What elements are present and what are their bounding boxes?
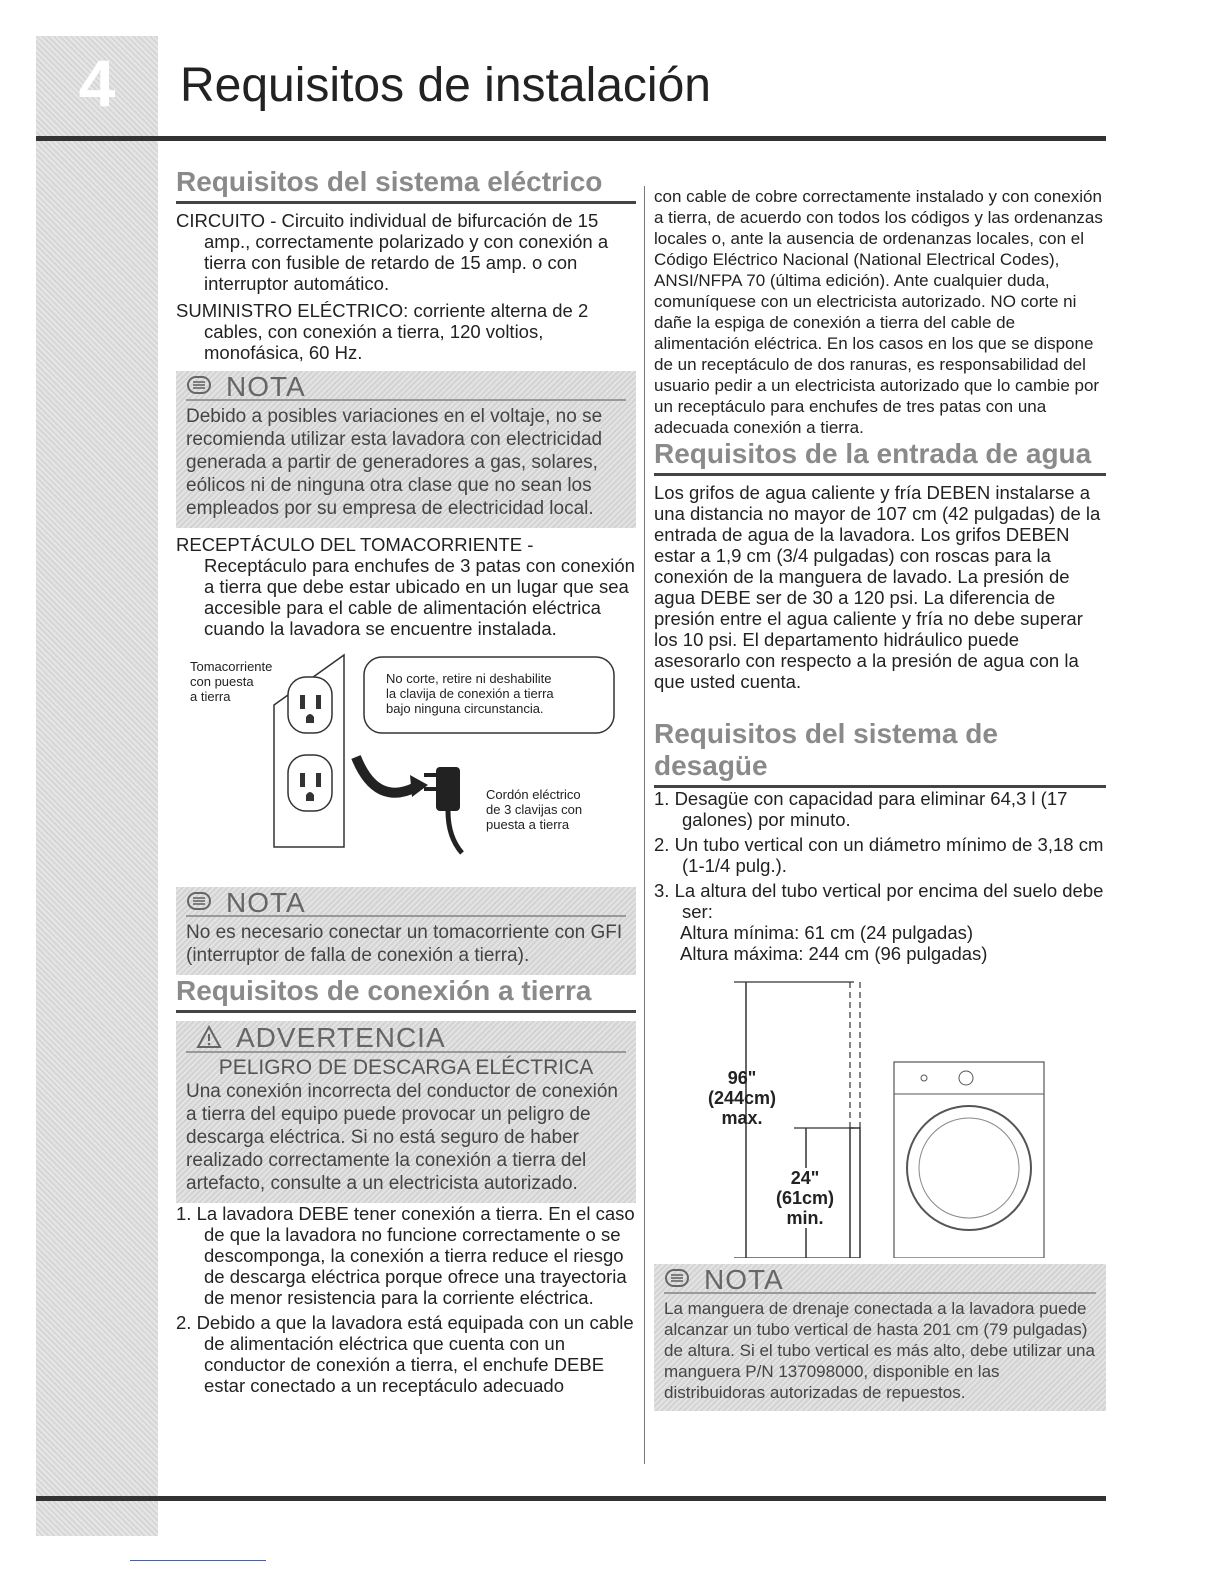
ground-requirements-heading: Requisitos de conexión a tierra [176, 975, 636, 1013]
ground-list [176, 1203, 636, 1396]
side-band [36, 36, 158, 1536]
note-icon [186, 375, 212, 397]
warning-label: ADVERTENCIA [236, 1021, 446, 1053]
note-icon [186, 891, 212, 913]
note-box-gfi [176, 887, 636, 975]
warning-subtitle: PELIGRO DE DESCARGA ELÉCTRICA [218, 1056, 594, 1079]
page-title: Requisitos de instalación [180, 59, 711, 112]
note-box-voltage [176, 371, 636, 528]
note-label: NOTA [226, 886, 306, 918]
chapter-number: 4 [78, 46, 116, 120]
outlet-label: Tomacorriente con puesta a tierra [190, 659, 273, 704]
column-divider [644, 186, 645, 1464]
warning-triangle-icon [196, 1025, 222, 1049]
list-item: 2. Un tubo vertical con un diámetro mínimo de 3,18 cm (1-1/4 pulg.). [654, 834, 1104, 876]
left-column [176, 166, 636, 1400]
standpipe-figure [654, 968, 1094, 1258]
outlet-figure [176, 647, 616, 877]
min-height-label: 24" (61cm) min. [776, 1168, 835, 1228]
note-text: No es necesario conectar un tomacorriente con GFI (interruptor de falla de conexión a tierra). [186, 922, 623, 966]
grounding-continued-paragraph: con cable de cobre correctamente instalado y con conexión a tierra, de acuerdo con todos los códigos y las ordenanzas locales o, ante la ausencia de ordenanzas locales, con el Código Eléctrico Nacional (National Electrical Codes), ANSI/NFPA 70 (última edición). Ante cualquier duda, comuníquese con un electricista autorizado. NO corte ni dañe la espiga de conexión a tierra del cable de alimentación eléctrica. En los casos en los que se dispone de un receptáculo de dos ranuras, es responsabilidad del usuario pedir a un electricista autorizado que lo cambie por un receptáculo para enchufes de tres patas con una adecuada conexión a tierra. [654, 187, 1103, 437]
electrical-requirements-heading: Requisitos del sistema eléctrico [176, 166, 636, 204]
top-rule [36, 136, 1106, 141]
note-box-drain-hose [654, 1264, 1106, 1411]
plug-warning-callout: No corte, retire ni deshabilite la clavija de conexión a tierra bajo ninguna circunstancia. [386, 671, 554, 716]
warning-box [176, 1021, 636, 1203]
list-item: 1. La lavadora DEBE tener conexión a tierra. En el caso de que la lavadora no funcione correctamente o se descomponga, la conexión a tierra reduce el riesgo de descarga eléctrica porque ofrece una trayectoria de menor resistencia para la corriente eléctrica. [176, 1203, 635, 1308]
list-item: 3. La altura del tubo vertical por encima del suelo debe ser: [654, 880, 1104, 922]
water-inlet-heading: Requisitos de la entrada de agua [654, 438, 1106, 476]
water-inlet-paragraph: Los grifos de agua caliente y fría DEBEN instalarse a una distancia no mayor de 107 cm (42 pulgadas) de la entrada de agua de la lavadora. Los grifos DEBEN estar a 1,9 cm (3/4 pulgadas) con roscas para la conexión de la manguera de lavado. La presión de agua DEBE ser de 30 a 120 psi. La diferencia de presión entre el agua caliente y fría no debe superar los 10 psi. El departamento hidráulico puede asesorarlo con respecto a la presión de agua con la que usted cuenta. [654, 482, 1101, 692]
drain-requirements-heading: Requisitos del sistema de desagüe [654, 718, 1106, 788]
note-label: NOTA [704, 1263, 784, 1295]
height-min: Altura mínima: 61 cm (24 pulgadas) [680, 922, 974, 943]
note-text: La manguera de drenaje conectada a la lavadora puede alcanzar un tubo vertical de hasta 201 cm (79 pulgadas) de altura. Si el tubo vertical es más alto, debe utilizar una manguera P/N 137098000, disponible en las distribuidoras autorizadas de repuestos. [664, 1299, 1095, 1402]
note-label: NOTA [226, 370, 306, 402]
bottom-rule [36, 1496, 1106, 1501]
note-icon [664, 1268, 690, 1290]
height-max: Altura máxima: 244 cm (96 pulgadas) [680, 943, 988, 964]
drain-list [654, 788, 1106, 922]
bottom-link-line [130, 1560, 266, 1561]
list-item: 2. Debido a que la lavadora está equipada con un cable de alimentación eléctrica que cuenta con un conductor de conexión a tierra, el enchufe DEBE estar conectado a un receptáculo adecuado [176, 1312, 634, 1396]
right-column [654, 186, 1106, 1411]
circuit-paragraph: CIRCUITO - Circuito individual de bifurcación de 15 amp., correctamente polarizado y con conexión a tierra con fusible de retardo de 15 amp. o con interruptor automático. [176, 210, 609, 294]
max-height-label: 96" (244cm) max. [708, 1068, 777, 1128]
warning-text: Una conexión incorrecta del conductor de conexión a tierra del equipo puede provocar un peligro de descarga eléctrica. Si no está seguro de haber realizado correctamente la conexión a tierra del artefacto, consulte a un electricista autorizado. [186, 1081, 618, 1194]
supply-paragraph: SUMINISTRO ELÉCTRICO: corriente alterna de 2 cables, con conexión a tierra, 120 voltios, monofásica, 60 Hz. [176, 300, 589, 363]
note-text: Debido a posibles variaciones en el voltaje, no se recomienda utilizar esta lavadora con electricidad generada a partir de generadores a gas, solares, eólicos ni de ninguna otra clase que no sean los empleados por su empresa de electricidad local. [186, 406, 603, 519]
receptacle-paragraph: RECEPTÁCULO DEL TOMACORRIENTE - Receptáculo para enchufes de 3 patas con conexión a tierra que debe estar ubicado en un lugar que sea accesible para el cable de alimentación eléctrica cuando la lavadora se encuentre instalada. [176, 534, 635, 639]
list-item: 1. Desagüe con capacidad para eliminar 64,3 l (17 galones) por minuto. [654, 788, 1068, 830]
cord-label: Cordón eléctrico de 3 clavijas con puesta a tierra [486, 787, 583, 832]
